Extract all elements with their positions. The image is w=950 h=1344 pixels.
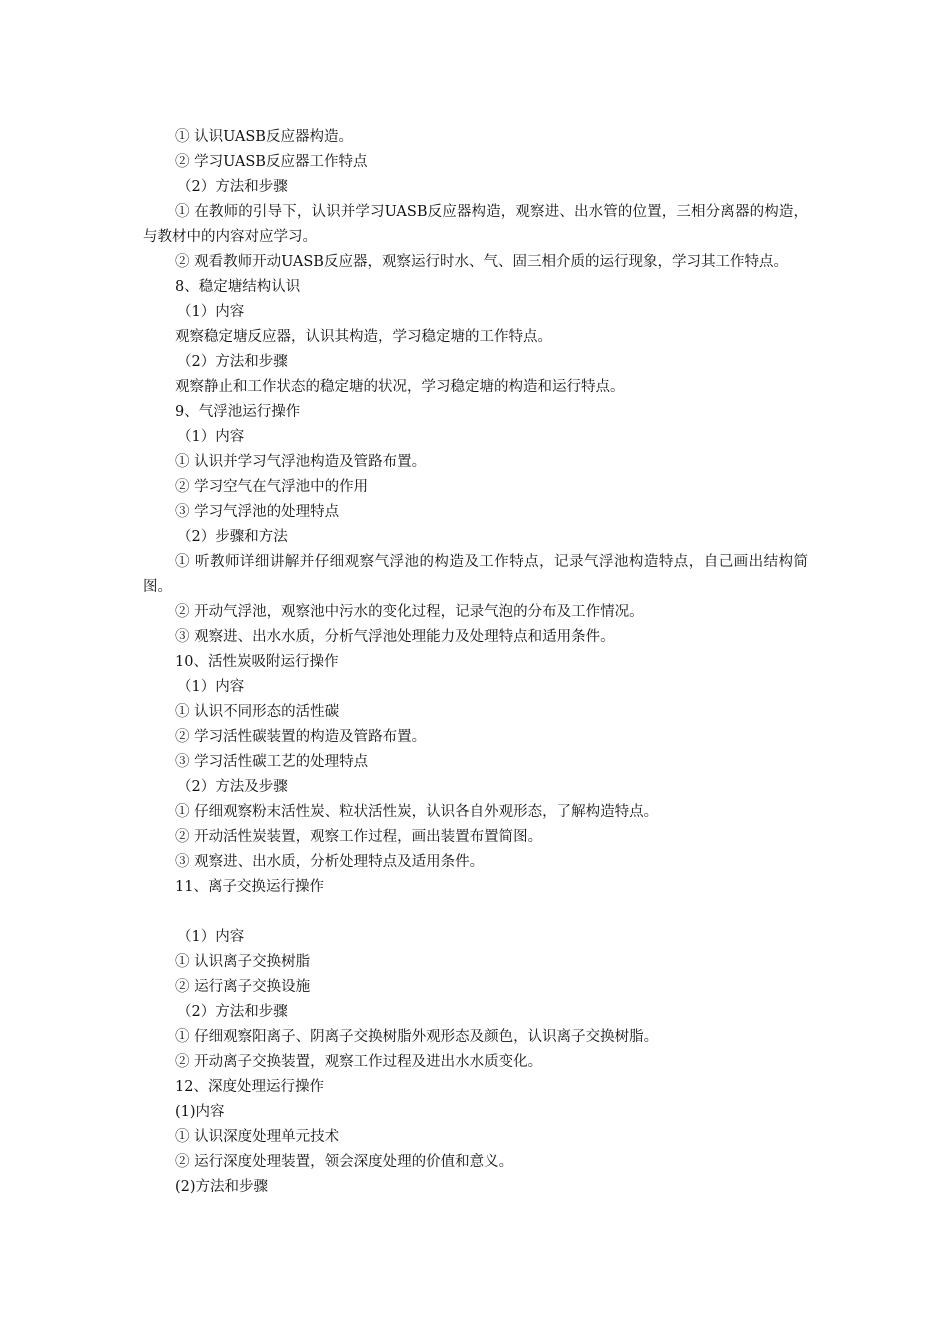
paragraph: ② 观看教师开动UASB反应器，观察运行时水、气、固三相介质的运行现象，学习其工作特点。	[175, 254, 788, 270]
list-item: ③ 学习活性碳工艺的处理特点	[175, 754, 369, 770]
subsection-heading: （2）步骤和方法	[177, 529, 288, 545]
subsection-heading: （1）内容	[177, 304, 245, 320]
subsection-heading: (1)内容	[175, 1104, 225, 1120]
section-heading: 9、气浮池运行操作	[175, 404, 301, 420]
list-item: ① 仔细观察粉末活性炭、粒状活性炭，认识各自外观形态，了解构造特点。	[175, 804, 659, 820]
section-heading: 10、活性炭吸附运行操作	[175, 654, 339, 670]
list-item: ② 学习UASB反应器工作特点	[175, 154, 368, 170]
subsection-heading: (2)方法和步骤	[175, 1179, 269, 1195]
subsection-heading: （2）方法和步骤	[177, 354, 288, 370]
subsection-heading: （1）内容	[177, 429, 245, 445]
section-heading: 11、离子交换运行操作	[175, 879, 324, 895]
list-item: ② 开动活性炭装置，观察工作过程，画出装置布置简图。	[175, 829, 543, 845]
list-item: ② 运行离子交换设施	[175, 979, 311, 995]
list-item: ① 认识并学习气浮池构造及管路布置。	[175, 454, 427, 470]
blank-line	[143, 900, 808, 925]
paragraph: ① 在教师的引导下，认识并学习UASB反应器构造，观察进、出水管的位置，三相分离器的构造，与教材中的内容对应学习。	[143, 204, 808, 245]
list-item: ① 认识离子交换树脂	[175, 954, 311, 970]
section-heading: 12、深度处理运行操作	[175, 1079, 324, 1095]
paragraph: 观察稳定塘反应器，认识其构造，学习稳定塘的工作特点。	[175, 329, 552, 345]
subsection-heading: （2）方法和步骤	[177, 1004, 288, 1020]
list-item: ② 学习空气在气浮池中的作用	[175, 479, 369, 495]
list-item: ③ 观察进、出水水质，分析气浮池处理能力及处理特点和适用条件。	[175, 629, 615, 645]
subsection-heading: （1）内容	[177, 679, 245, 695]
document-body	[143, 125, 808, 1200]
list-item: ① 认识UASB反应器构造。	[175, 129, 353, 145]
paragraph: ① 听教师详细讲解并仔细观察气浮池的构造及工作特点，记录气浮池构造特点，自己画出结构简图。	[143, 554, 808, 595]
list-item: ① 认识不同形态的活性碳	[175, 704, 340, 720]
subsection-heading: （2）方法及步骤	[177, 779, 288, 795]
paragraph: 观察静止和工作状态的稳定塘的状况，学习稳定塘的构造和运行特点。	[175, 379, 625, 395]
subsection-heading: （2）方法和步骤	[177, 179, 288, 195]
list-item: ③ 观察进、出水质，分析处理特点及适用条件。	[175, 854, 485, 870]
list-item: ② 学习活性碳装置的构造及管路布置。	[175, 729, 427, 745]
list-item: ③ 学习气浮池的处理特点	[175, 504, 340, 520]
list-item: ② 开动气浮池，观察池中污水的变化过程，记录气泡的分布及工作情况。	[175, 604, 644, 620]
section-heading: 8、稳定塘结构认识	[175, 279, 301, 295]
list-item: ② 开动离子交换装置，观察工作过程及进出水水质变化。	[175, 1054, 543, 1070]
list-item: ② 运行深度处理装置，领会深度处理的价值和意义。	[175, 1154, 514, 1170]
list-item: ① 仔细观察阳离子、阴离子交换树脂外观形态及颜色，认识离子交换树脂。	[175, 1029, 659, 1045]
subsection-heading: （1）内容	[177, 929, 245, 945]
list-item: ① 认识深度处理单元技术	[175, 1129, 340, 1145]
